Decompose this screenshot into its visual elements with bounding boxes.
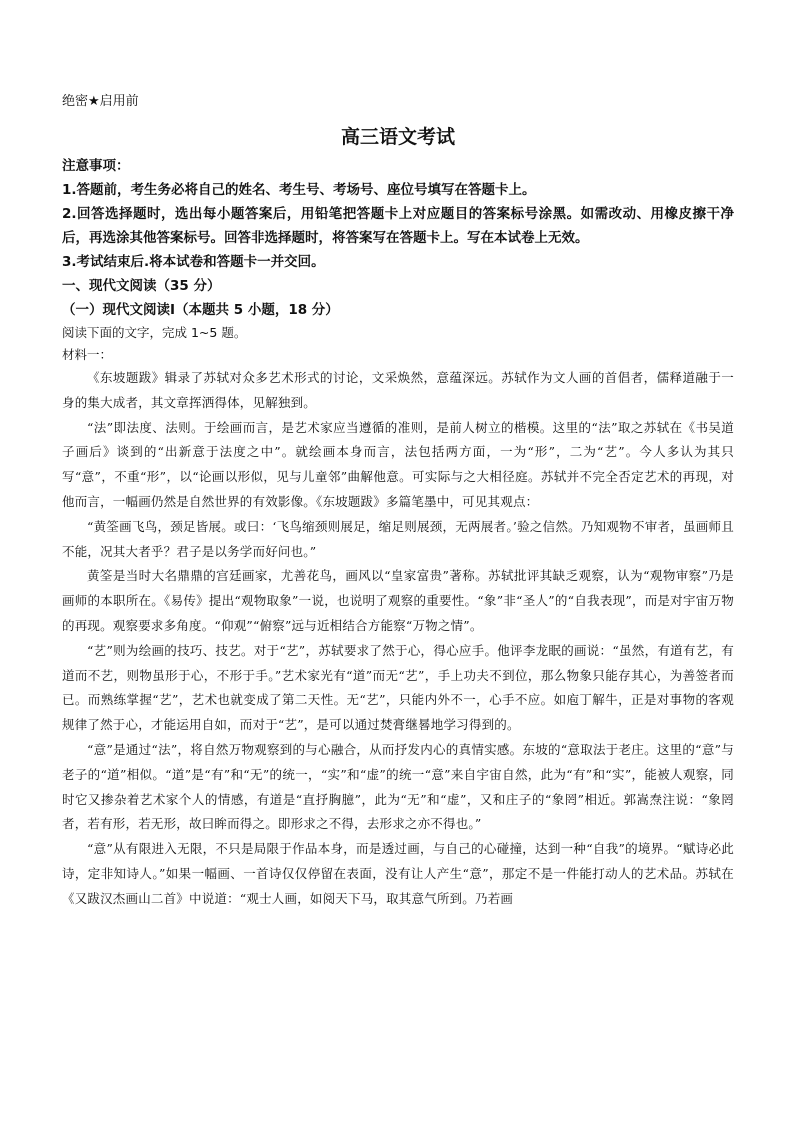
- confidential-label: 绝密★启用前: [62, 94, 139, 109]
- notice-item-3: 3.考试结束后.将本试卷和答题卡一并交回。: [62, 254, 325, 270]
- paragraph-6: “意”是通过“法”，将自然万物观察到的与心融合，从而抒发内心的真情实感。东坡的“意取法于老庄。这里的“意”与老子的“道”相似。“道”是“有”和“无”的统一，“实”和“虚”的统一“意”来自宇宙自然，此为“有”和“实”，能被人观察，同时它又掺杂着艺术家个人的情感，有道是“直抒胸臆”，此为“无”和“虚”，又和庄子的“象罔”相近。郭嵩焘注说：“象罔者，若有形，若无形，故曰眸而得之。即形求之不得，去形求之亦不得也。”: [62, 741, 734, 832]
- material-label: 材料一：: [62, 347, 113, 362]
- paragraph-7: “意”从有限进入无限，不只是局限于作品本身，而是透过画，与自己的心碰撞，达到一种“自我”的境界。“赋诗必此诗，定非知诗人。”如果一幅画、一首诗仅仅停留在表面，没有让人产生“意”，那定不是一件能打动人的艺术品。苏轼在《又跋汉杰画山二首》中说道：“观士人画，如阅天下马，取其意气所到。乃若画: [62, 841, 734, 906]
- reading-instruction: 阅读下面的文字，完成 1~5 题。: [62, 325, 247, 340]
- paragraph-1: 《东坡题跋》辑录了苏轼对众多艺术形式的讨论，文采焕然，意蕴深远。苏轼作为文人画的首倡者，儒释道融于一身的集大成者，其文章挥洒得体，见解独到。: [62, 370, 734, 410]
- paragraph-4: 黄筌是当时大名鼎鼎的宫廷画家，尤善花鸟，画风以“皇家富贵”著称。苏轼批评其缺乏观察，认为“观物审察”乃是画师的本职所在。《易传》提出“观物取象”一说，也说明了观察的重要性。“象”非“圣人”的“自我表现”，而是对宇宙万物的再现。观察要求多角度。“仰观”“俯察”远与近相结合方能察“万物之情”。: [62, 568, 734, 633]
- subsection-heading: （一）现代文阅读Ⅰ（本题共 5 小题，18 分）: [62, 302, 339, 318]
- notice-item-2: 2.回答选择题时，选出每小题答案后，用铅笔把答题卡上对应题目的答案标号涂黑。如需改动、用橡皮擦干净后，再选涂其他答案标号。回答非选择题时，将答案写在答题卡上。写在本试卷上无效。: [62, 206, 734, 246]
- section-heading: 一、现代文阅读（35 分）: [62, 278, 221, 294]
- notice-item-1: 1.答题前，考生务必将自己的姓名、考生号、考场号、座位号填写在答题卡上。: [62, 182, 536, 198]
- paragraph-2: “法”即法度、法则。于绘画而言，是艺术家应当遵循的准则，是前人树立的楷模。这里的“法”取之苏轼在《书吴道子画后》谈到的“出新意于法度之中”。就绘画本身而言，法包括两方面，一为“形”，二为“艺”。今人多认为其只写“意”，不重“形”，以“论画以形似，见与儿童邻”曲解他意。可实际与之大相径庭。苏轼并不完全否定艺术的再现，对他而言，一幅画仍然是自然世界的有效影像。《东坡题跋》多篇笔墨中，可见其观点：: [62, 419, 734, 509]
- paragraph-3: “黄筌画飞鸟，颈足皆展。或曰：‘飞鸟缩颈则展足，缩足则展颈，无两展者。’验之信然。乃知观物不审者，虽画师且不能，况其大者乎？君子是以务学而好问也。”: [62, 518, 734, 559]
- notice-heading: 注意事项：: [62, 158, 130, 174]
- paragraph-5: “艺”则为绘画的技巧、技艺。对于“艺”，苏轼要求了然于心，得心应手。他评李龙眠的画说：“虽然，有道有艺，有道而不艺，则物虽形于心，不形于手。”艺术家光有“道”而无“艺”，手上功夫不到位，那么物象只能存其心，为善签者而已。而熟练掌握“艺”，艺术也就变成了第二天性。无“艺”，只能内外不一，心手不应。如庖丁解牛，正是对事物的客观规律了然于心，才能运用自如，而对于“艺”，是可以通过焚膏继晷地学习得到的。: [62, 642, 734, 733]
- page-title: 高三语文考试: [340, 126, 455, 148]
